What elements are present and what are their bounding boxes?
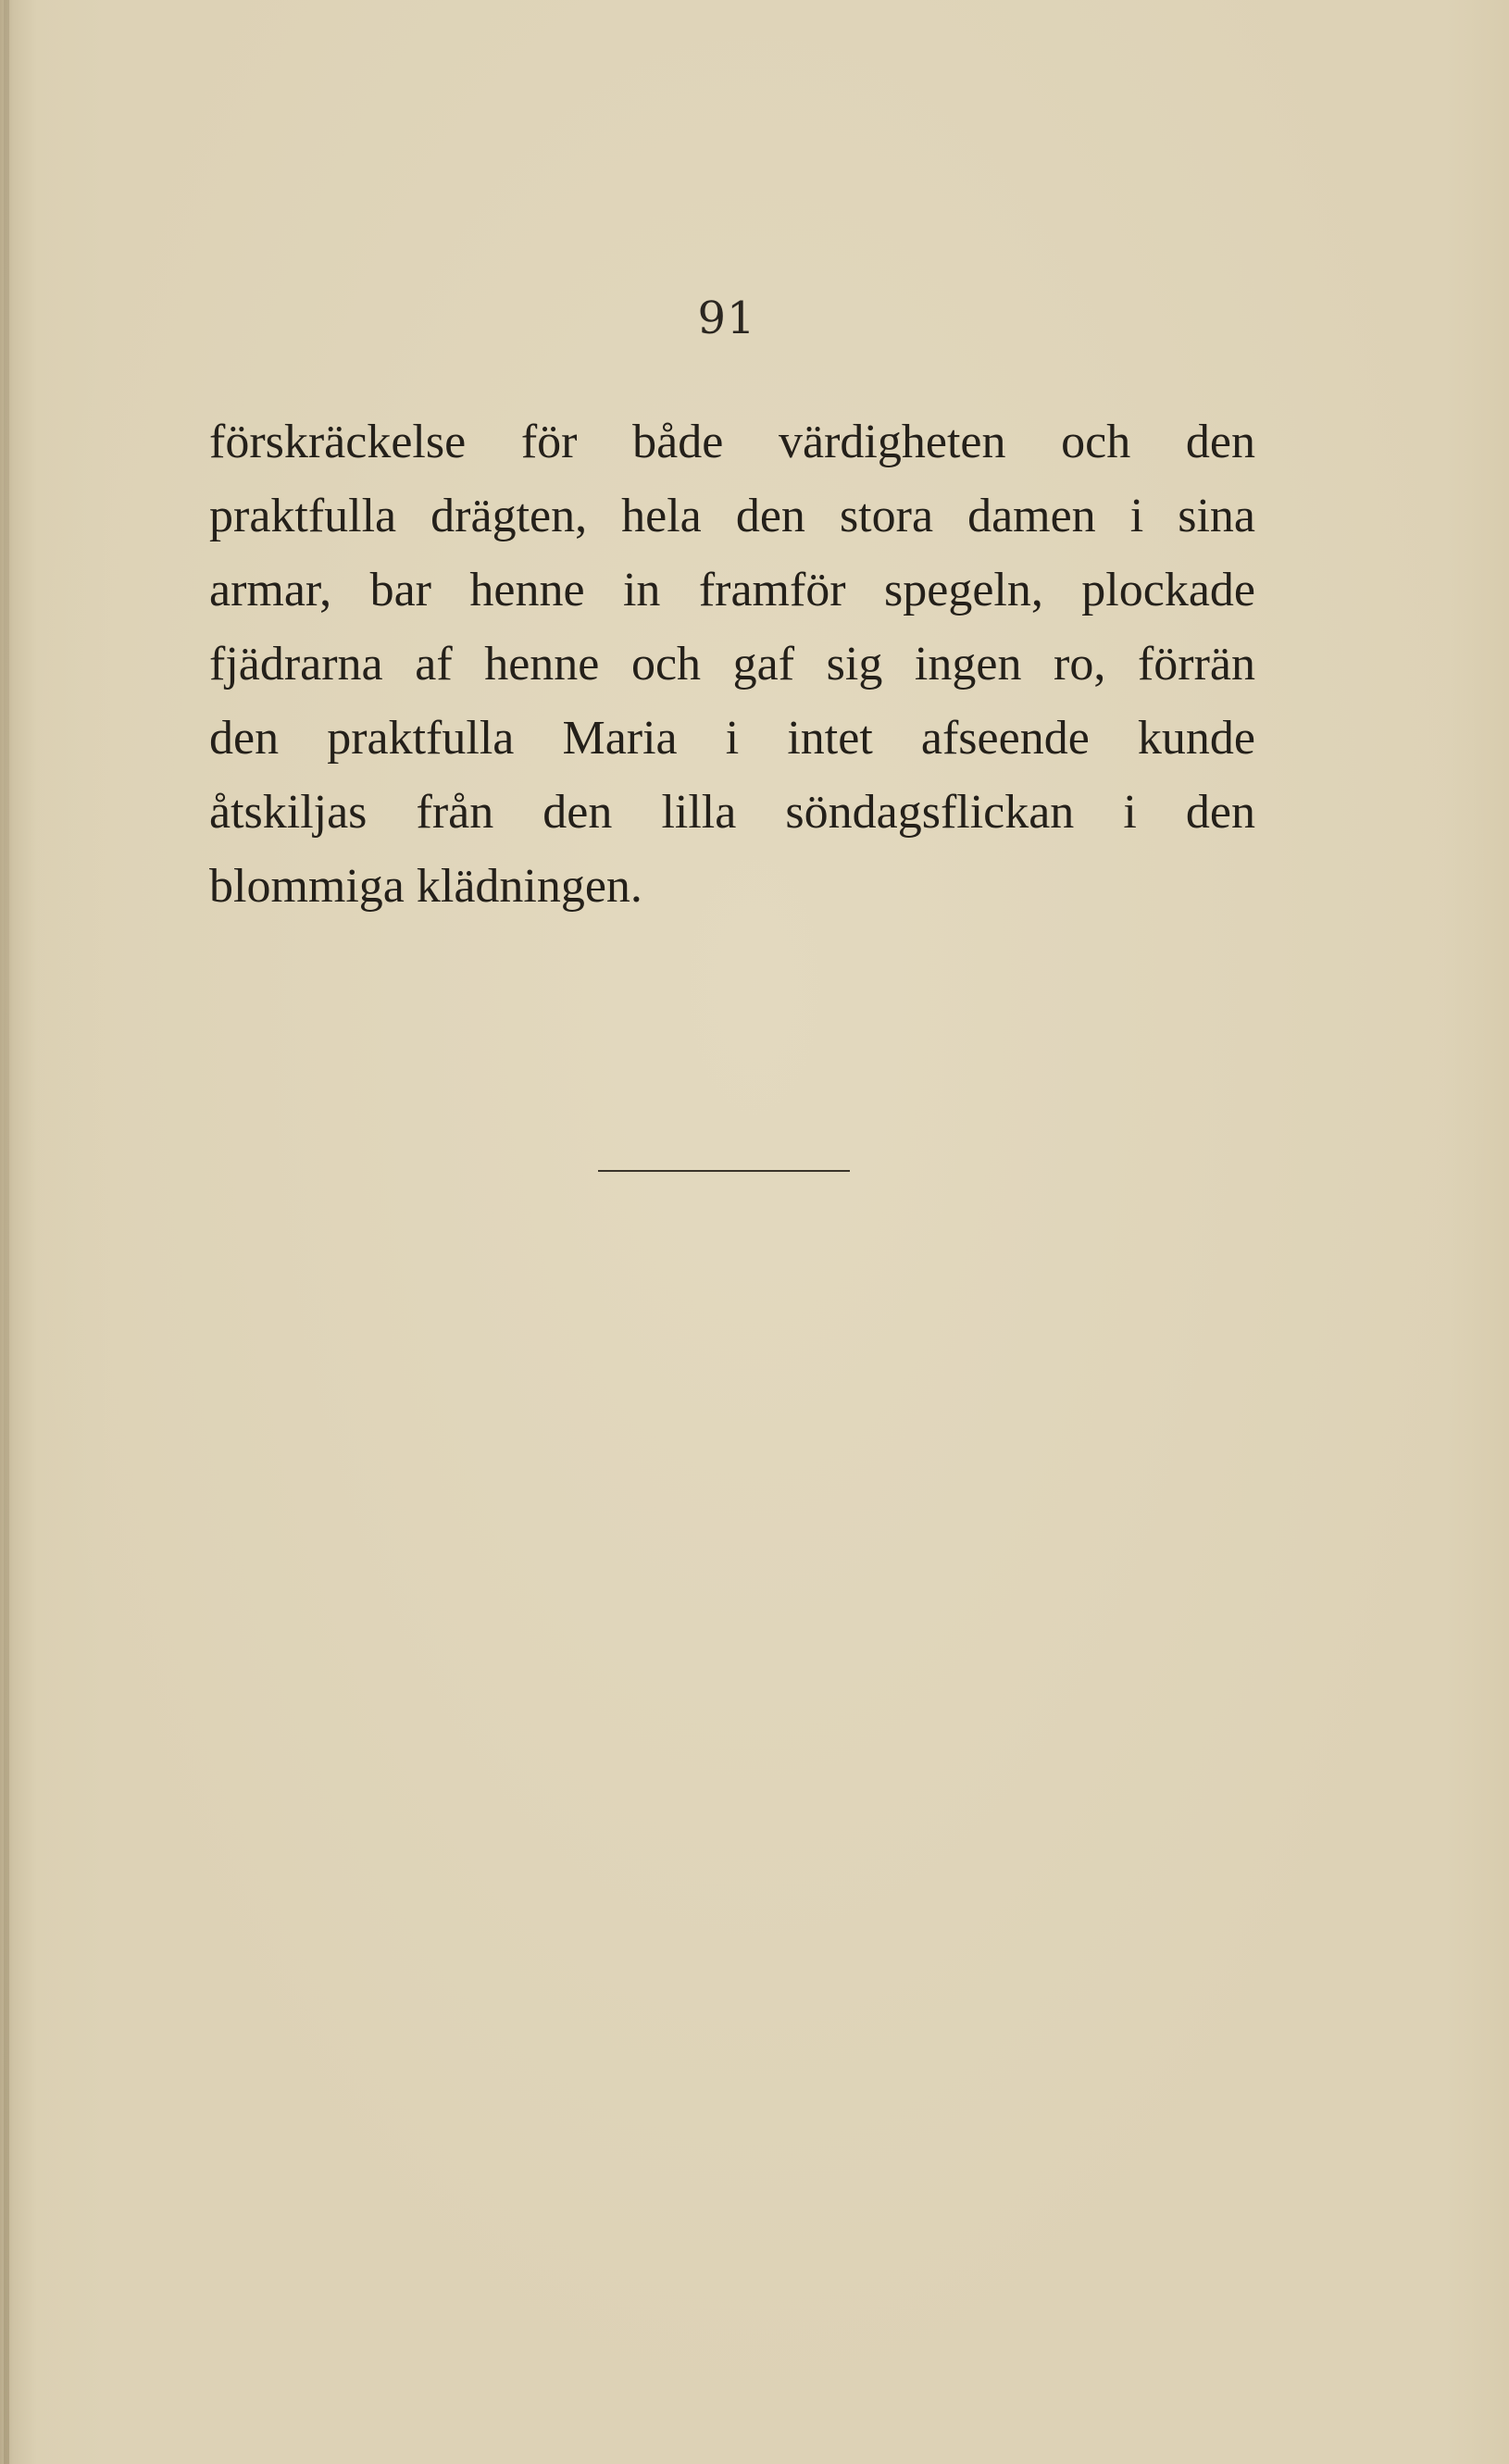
text-line-4: fjädrarna af henne och gaf sig ingen ro, förrän: [209, 638, 1255, 691]
text-line-7: blommiga klädningen.: [209, 860, 642, 913]
chapter-end-rule: [598, 1170, 850, 1172]
text-line-1: förskräckelse för både värdigheten och den: [209, 416, 1255, 468]
page-binding-edge: [4, 0, 9, 2464]
text-line-6: åtskiljas från den lilla söndagsflickan i den: [209, 786, 1255, 839]
page-number: 91: [697, 292, 756, 344]
text-line-5: den praktfulla Maria i intet afseende kunde: [209, 712, 1255, 765]
paragraph: [209, 405, 1255, 924]
text-line-2: praktfulla drägten, hela den stora damen i sina: [209, 490, 1255, 542]
text-line-3: armar, bar henne in framför spegeln, plockade: [209, 564, 1255, 616]
